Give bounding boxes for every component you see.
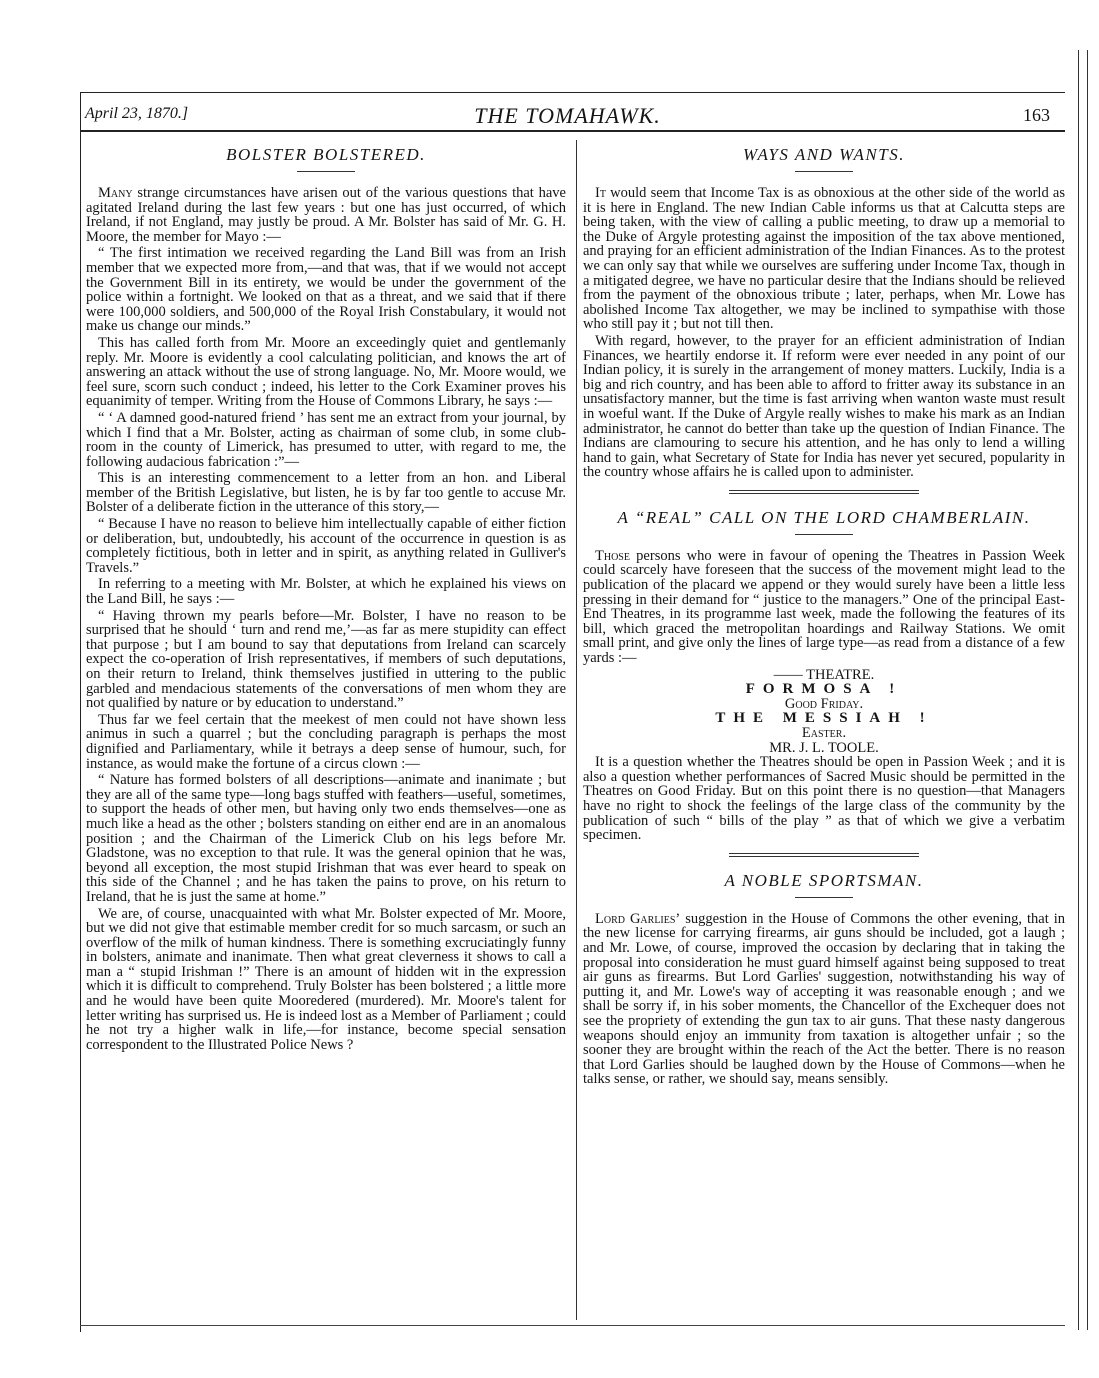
paragraph: Thus far we feel certain that the meekest of men could not have shown less animus in such a quarrel ; but the concluding paragraph is perhaps the most dignified and Parliamentary, while it betrays a deep sense of humour, such, for instance, as would make the fortune of a circus clown :— xyxy=(86,711,566,772)
column-divider xyxy=(576,140,577,1320)
paragraph: This has called forth from Mr. Moore an exceedingly quiet and gentlemanly reply. Mr. Moore is evidently a cool calculating politician, and knows the art of answering an attack without the use of strong language. No, Mr. Moore would, we feel sure, scorn such conduct ; indeed, his letter to the Cork Examiner proves his equanimity of temper. Writing from the House of Commons Library, he says :— xyxy=(86,334,566,410)
title-rule xyxy=(795,897,853,898)
frame-top-rule xyxy=(80,92,1065,93)
paragraph: It is a question whether the Theatres should be open in Passion Week ; and it is also a question whether performances of Sacred Music should be permitted in the Theatres on Good Friday. But on this point there is no question—that Managers have no right to shock the feelings of the large class of the community by the publication of such “ bills of the play ” as that of which we give a verbatim specimen. xyxy=(583,754,1065,844)
lead-word: Many xyxy=(98,185,133,201)
paragraph xyxy=(86,186,566,244)
paragraph: We are, of course, unacquainted with what Mr. Bolster expected of Mr. Moore, but we did not give that estimable member credit for so much sarcasm, or such an overflow of the milk of human kindness. There is something excruciatingly funny in bolsters, animate and inanimate. Then what great cleverness it shows to call a man a “ stupid Irishman !” There is an amount of hidden wit in the expression which it is difficult to comprehend. Truly Bolster has been bolstered ; a little more and he would have been quite Mooredered (murdered). Mr. Moore's talent for letter writing has surprised us. He is indeed lost as a Member of Parliament ; could he not try a higher walk in life,—for instance, become special sensation correspondent to the Illustrated Police News ? xyxy=(86,905,567,1053)
paragraph-text: strange circumstances have arisen out of the various questions that have agitated Ireland during the last few years : but one has just occurred, of which Ireland, if not England, may justly be proud. A Mr. Bolster has said of Mr. G. H. Moore, the member for Mayo :— xyxy=(86,185,566,245)
placard-line: MR. J. L. TOOLE. xyxy=(769,739,879,756)
paragraph: “ ‘ A damned good-natured friend ’ has sent me an extract from your journal, by which I find that a Mr. Bolster, acting as chairman of some club, in some club-room in the county of Limerick, has presumed to utter, with regard to me, the following audacious fabrication :”— xyxy=(86,409,566,470)
paragraph: With regard, however, to the prayer for an efficient administration of Indian Finances, we heartily endorse it. If reform were ever needed in any point of our Indian policy, it is surely in the arrangement of money matters. Luckily, India is a big and rich country, and has been able to afford to fritter away its substance in an unsatisfactory manner, but the time is fast arriving when wanton waste must result in woeful want. If the Duke of Argyle really wishes to make his mark as an Indian administrator, he cannot do better than take up the question of Indian Finance. The Indians are clamouring to secure his attention, and he has only to lend a willing hand to gain, what Secretary of State for India has never yet secured, popularity in the country whose affairs he is called upon to administer. xyxy=(583,332,1065,481)
frame-bottom-rule xyxy=(80,1325,1065,1326)
article-title-bolster: BOLSTER BOLSTERED. xyxy=(226,145,426,164)
paragraph-text: persons who were in favour of opening the Theatres in Passion Week could scarcely have foreseen that the success of the movement might lead to the publication of the placard we append or they would surely have been a little less pressing in their demand for “ justice to the managers.” One of the principal East-End Theatres, in its programme last week, made the following the features of its bill, which graced the metropolitan hoardings and Railway Stations. We omit small print, and give only the lines of large type—as read from a distance of a few yards :— xyxy=(583,547,1065,667)
title-rule xyxy=(795,534,853,535)
placard-line: —— THEATRE. xyxy=(773,666,875,683)
frame-right-rule-outer xyxy=(1087,50,1088,1330)
frame-right-rule xyxy=(1078,50,1079,1330)
paragraph-text: suggestion in the House of Commons the other evening, that in the new license for carrying firearms, air guns should be included, got a laugh ; and Mr. Lowe, of course, improved the occasion by declaring that in taking the proposal into consideration he must guard himself against being supposed to treat air guns as firearms. But Lord Garlies' suggestion, notwithstanding his way of putting it, and Mr. Lowe's way of accepting it was reasonable enough ; and we shall be sorry if, in his sober moments, the Chancellor of the Exchequer does not see the propriety of extending the gun tax to air guns. That these nasty dangerous weapons should enjoy an immunity from taxation is altogether unfair ; so the sooner they are brought within the reach of the Act the better. There is no reason that Lord Garlies should be laughed down by the House of Commons—when he talks sense, or rather, we should say, means sensibly. xyxy=(583,910,1065,1088)
header-rule xyxy=(80,130,1065,132)
right-column xyxy=(583,145,1065,1089)
masthead-title: THE TOMAHAWK. xyxy=(474,103,661,128)
title-rule xyxy=(297,171,355,172)
paragraph xyxy=(583,549,1065,666)
section-double-rule xyxy=(729,853,919,857)
paragraph xyxy=(583,186,1065,332)
issue-date: April 23, 1870.] xyxy=(85,105,189,122)
paragraph: In referring to a meeting with Mr. Bolster, at which he explained his views on the Land Bill, he says :— xyxy=(86,576,566,608)
lead-word: Those xyxy=(595,547,630,564)
paragraph: “ Because I have no reason to believe him intellectually capable of either fiction or deliberation, but, undoubtedly, his account of the occurrence in question is as completely fictitious, both in letter and in spirit, as anything related in Gulliver's Travels.” xyxy=(86,516,566,576)
paragraph: “ Having thrown my pearls before—Mr. Bolster, I have no reason to be surprised that he should ‘ turn and rend me,’—as far as mere stupidity can effect that purpose ; but I am bound to say that deputations from Ireland can scarcely expect the co-operation of Irish representatives, if members of such deputations, on their return to Ireland, think themselves justified in uttering to the public garbled and mendacious statements of the conversations of men whom they are not qualified by nature or by education to understand.” xyxy=(86,607,566,712)
title-rule xyxy=(795,171,853,172)
article-title-ways-and-wants: WAYS AND WANTS. xyxy=(743,145,905,164)
placard-line: Good Friday. xyxy=(784,695,864,712)
paragraph: “ The first intimation we received regarding the Land Bill was from an Irish member that we expected more from,—and that was, that if we would not accept the Government Bill in its entirety, we would be under the government of the police within a fortnight. We looked on that as a threat, and we said that if there were 100,000 soldiers, and 500,000 of the Royal Irish Constabulary, it would not make us change our minds.” xyxy=(86,245,566,335)
page-header xyxy=(85,103,1050,129)
placard-line: THE MESSIAH ! xyxy=(715,710,933,727)
section-double-rule xyxy=(729,490,919,494)
frame-left-rule xyxy=(80,92,81,1332)
paragraph xyxy=(583,912,1065,1087)
lead-word: It xyxy=(595,185,606,201)
lead-word: Lord Garlies’ xyxy=(595,910,681,927)
page-number: 163 xyxy=(1023,105,1050,125)
paragraph: This is an interesting commencement to a letter from an hon. and Liberal member of the British Legislative, but listen, he is by far too gentle to accuse Mr. Bolster of a deliberate fiction in the utterance of this story,— xyxy=(86,470,566,516)
paragraph-text: would seem that Income Tax is as obnoxious at the other side of the world as it is here in England. The new Indian Cable informs us that at Calcutta steps are being taken, with the view of calling a public meeting, to draw up a memorial to the Duke of Argyle protesting against the imposition of the tax above mentioned, and praying for an efficient administration of the Indian Finances. As to the protest we can only say that while we ourselves are suffering under Income Tax, though in a mitigated degree, we have no particular desire that the Indians should be relieved from the payment of the obnoxious tribute ; later, perhaps, when Mr. Lowe has abolished Income Tax altogether, we may be inclined to sympathise with those who still pay it ; but not till then. xyxy=(583,185,1065,333)
placard-line: FORMOSA ! xyxy=(745,681,903,698)
left-column xyxy=(86,145,566,1054)
placard-line: Easter. xyxy=(801,725,847,741)
article-title-noble-sportsman: A NOBLE SPORTSMAN. xyxy=(724,870,924,890)
paragraph: “ Nature has formed bolsters of all descriptions—animate and inanimate ; but they are all of the same type—long bags stuffed with feathers—useful, sometimes, to support the heads of other men, but having only two ends themselves—one as much like a head as the other ; bolsters standing on either end are in an anomalous position ; and the Chairman of the Limerick Club on his legs before Mr. Gladstone, was no exception to that rule. It was the general opinion that he was, beyond all exception, the most stupid Irishman that was ever heard to speak on this side of the Channel ; and he has taken the pains to prove, on his return to Ireland, that he is just the same at home.” xyxy=(86,772,566,905)
article-title-lord-chamberlain: A “REAL” CALL ON THE LORD CHAMBERLAIN. xyxy=(617,507,1031,527)
